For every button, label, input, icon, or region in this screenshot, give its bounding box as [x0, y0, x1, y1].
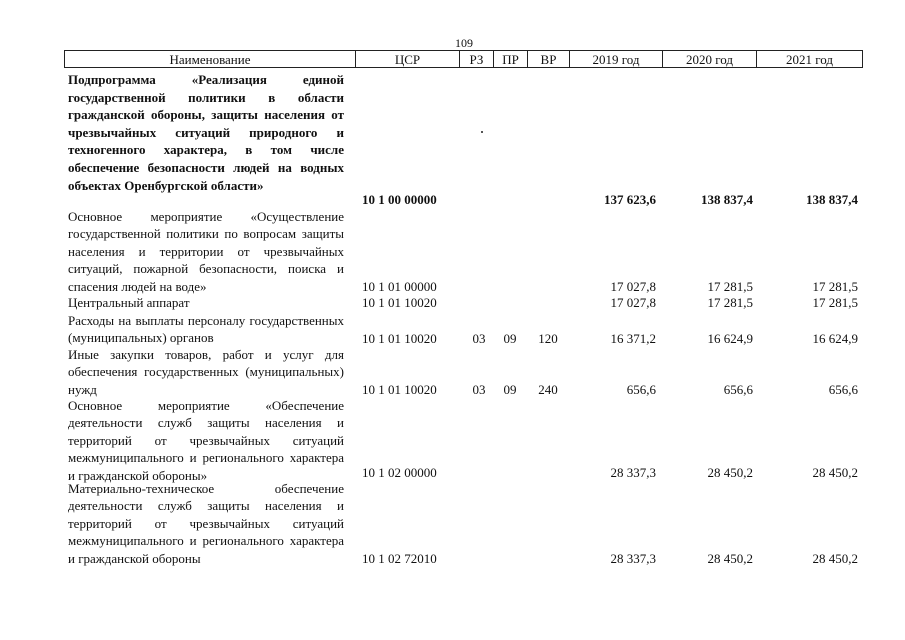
row-pr: 09 [503, 331, 517, 346]
row-csr: 10 1 01 10020 [362, 331, 437, 346]
row-name: Подпрограмма «Реализация единой государственной политики в области гражданской обороны, защиты населения от чрезвычайных ситуаций природного и техногенного характера, в том числе обеспечение безопасности людей на водных объектах Оренбургской области» [68, 72, 344, 193]
row-csr: 10 1 01 10020 [362, 295, 437, 310]
header-2020: 2020 год [663, 51, 757, 67]
header-vr: ВР [528, 51, 570, 67]
table-row [64, 312, 863, 347]
row-csr: 10 1 02 72010 [362, 551, 437, 566]
row-2021: 28 450,2 [812, 551, 858, 566]
row-2019: 16 371,2 [610, 331, 656, 346]
row-pr: 09 [503, 382, 517, 397]
row-2021: 17 281,5 [812, 279, 858, 294]
header-pr: ПР [494, 51, 528, 67]
row-2019: 28 337,3 [610, 551, 656, 566]
table-header [64, 50, 863, 68]
row-2021: 28 450,2 [812, 465, 858, 480]
row-2019: 17 027,8 [610, 295, 656, 310]
table-row [64, 480, 863, 567]
row-vr: 120 [538, 331, 558, 346]
row-csr: 10 1 01 10020 [362, 382, 437, 397]
row-vr: 240 [538, 382, 558, 397]
table-row [64, 346, 863, 398]
row-2020: 656,6 [723, 382, 753, 397]
row-2019: 137 623,6 [604, 192, 656, 207]
page-number: 109 [455, 36, 473, 50]
row-2020: 28 450,2 [707, 551, 753, 566]
row-name: Основное мероприятие «Обеспечение деятельности служб защиты населения и территорий от чрезвычайных ситуаций межмуниципального и регионального характера и гражданской обороны» [68, 398, 344, 483]
table-row [64, 208, 863, 295]
header-rz: РЗ [460, 51, 494, 67]
header-2021: 2021 год [786, 52, 833, 67]
row-name: Расходы на выплаты персоналу государственных (муниципальных) органов [68, 313, 344, 346]
row-name: Иные закупки товаров, работ и услуг для обеспечения государственных (муниципальных) нужд [68, 347, 344, 397]
table-row [64, 397, 863, 481]
header-csr: ЦСР [356, 51, 460, 67]
row-2019: 17 027,8 [610, 279, 656, 294]
row-2020: 138 837,4 [701, 192, 753, 207]
row-2019: 656,6 [626, 382, 656, 397]
row-2021: 16 624,9 [812, 331, 858, 346]
row-2021: 138 837,4 [806, 192, 858, 207]
row-name: Центральный аппарат [68, 295, 190, 310]
header-2019: 2019 год [570, 51, 663, 67]
row-csr: 10 1 02 00000 [362, 465, 437, 480]
header-name: Наименование [65, 51, 356, 67]
row-name: Материально-техническое обеспечение деятельности служб защиты населения и территорий от чрезвычайных ситуаций межмуниципального и регионального характера и гражданской обороны [68, 481, 344, 566]
table-row [64, 71, 863, 208]
row-rz: 03 [472, 331, 486, 346]
row-rz: 03 [472, 382, 486, 397]
table-row [64, 294, 863, 311]
row-csr: 10 1 00 00000 [362, 192, 437, 207]
row-2020: 16 624,9 [707, 331, 753, 346]
row-2019: 28 337,3 [610, 465, 656, 480]
row-2020: 17 281,5 [707, 279, 753, 294]
row-name: Основное мероприятие «Осуществление государственной политики по вопросам защиты населения и территории от чрезвычайных ситуаций, пожарной безопасности, поиска и спасения людей на воде» [68, 209, 344, 294]
row-2021: 17 281,5 [812, 295, 858, 310]
row-2020: 28 450,2 [707, 465, 753, 480]
row-2021: 656,6 [828, 382, 858, 397]
row-2020: 17 281,5 [707, 295, 753, 310]
row-csr: 10 1 01 00000 [362, 279, 437, 294]
